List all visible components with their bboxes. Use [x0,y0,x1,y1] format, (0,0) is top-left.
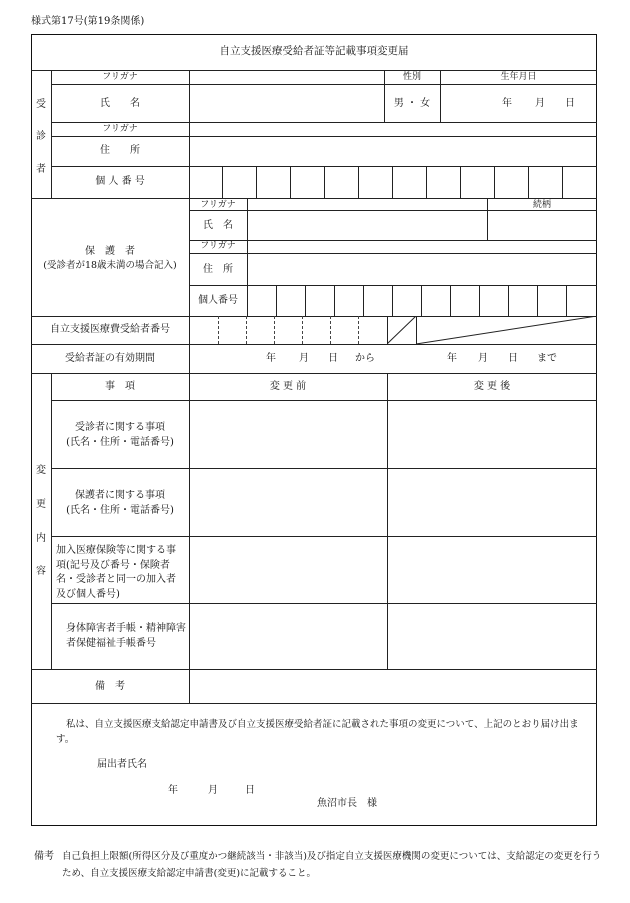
gender-label: 性別 [402,72,421,82]
date-day: 日 [245,785,255,796]
changes-label-char-1: 変 [36,465,46,476]
patient-furigana2-label: フリガナ [102,124,138,134]
after-header: 変 更 後 [473,381,511,392]
recipient-number-label: 自立支援医療費受給者番号 [50,324,170,335]
remarks-label: 備 考 [95,681,125,692]
patient-label-char-1: 受 [36,99,46,110]
validity-to-month: 月 [478,353,488,364]
date-month: 月 [208,785,218,796]
patient-after-field[interactable] [387,400,597,468]
changes-label-char-2: 更 [36,499,46,510]
remarks-field[interactable] [189,669,597,703]
change-row-handbook: 身体障害者手帳・精神障害者保健福祉手帳番号 [66,623,186,649]
guardian-id-label: 個人番号 [198,295,238,306]
before-header: 変 更 前 [269,381,307,392]
handbook-before-field[interactable] [189,603,387,669]
applicant-name-field[interactable] [160,755,460,773]
patient-name-label: 氏 名 [100,98,140,109]
validity-to-day: 日 [508,353,518,364]
validity-to-year: 年 [447,353,457,364]
gender-choice[interactable]: 男 ・ 女 [393,98,431,109]
birth-year-label: 年 [502,98,512,109]
footnote-label: 備考 [34,851,54,862]
change-row-insurance: 加入医療保険等に関する事項(記号及び番号・保険者名・受診者と同一の加入者及び個人番号) [56,545,176,600]
patient-address-field[interactable] [189,136,597,166]
patient-id-field[interactable] [189,166,597,198]
validity-label: 受給者証の有効期間 [65,353,155,364]
applicant-name-label: 届出者氏名 [97,759,147,770]
addressee: 魚沼市長 様 [317,798,377,809]
changes-label-char-3: 内 [36,533,46,544]
recipient-number-diagonals [387,316,597,344]
guardian-label: 保 護 者 [85,246,135,257]
patient-before-field[interactable] [189,400,387,468]
patient-label-char-3: 者 [36,164,46,175]
item-header: 事 項 [105,381,135,392]
recipient-number-field[interactable] [189,316,387,344]
guardian-furigana-label: フリガナ [200,200,236,210]
change-row-patient: 受診者に関する事項 (氏名・住所・電話番号) [66,422,174,448]
validity-from-text: から [355,353,375,364]
insurance-after-field[interactable] [387,536,597,603]
form-number: 様式第17号(第19条関係) [31,16,145,27]
birthdate-label: 生年月日 [500,72,537,82]
guardian-name-field[interactable] [247,210,487,240]
patient-address-label: 住 所 [100,145,140,156]
changes-label-char-4: 容 [36,566,46,577]
guardian-name-label: 氏 名 [203,220,233,231]
patient-name-field[interactable] [189,84,384,122]
birth-month-label: 月 [535,98,545,109]
guardian-before-field[interactable] [189,468,387,536]
handbook-after-field[interactable] [387,603,597,669]
guardian-after-field[interactable] [387,468,597,536]
date-year: 年 [168,785,178,796]
validity-from-year: 年 [266,353,276,364]
insurance-before-field[interactable] [189,536,387,603]
patient-label-char-2: 診 [36,131,46,142]
form-title: 自立支援医療受給者証等記載事項変更届 [219,45,409,57]
relationship-field[interactable] [487,210,597,240]
birth-day-label: 日 [565,98,575,109]
relationship-label: 続柄 [532,200,551,210]
guardian-address-field[interactable] [247,253,597,285]
validity-to-text: まで [537,353,557,364]
guardian-address-label: 住 所 [203,264,233,275]
guardian-furigana2-label: フリガナ [200,241,236,251]
validity-from-day: 日 [328,353,338,364]
guardian-note: (受診者が18歳未満の場合記入) [43,260,177,271]
declaration-text: 私は、自立支援医療支給認定申請書及び自立支援医療受給者証に記載された事項の変更について、上記のとおり届け出ます。 [56,719,579,746]
patient-id-label: 個 人 番 号 [95,176,145,187]
validity-from-month: 月 [299,353,309,364]
footnote-text: 自己負担上限額(所得区分及び重度かつ継続該当・非該当)及び指定自立支援医療機関の変更については、支給認定の変更を行うため、自立支援医療支給認定申請書(変更)に記載すること。 [62,851,602,879]
guardian-id-field[interactable] [247,285,597,316]
patient-furigana-label: フリガナ [102,72,138,82]
change-row-guardian: 保護者に関する事項 (氏名・住所・電話番号) [66,490,174,516]
